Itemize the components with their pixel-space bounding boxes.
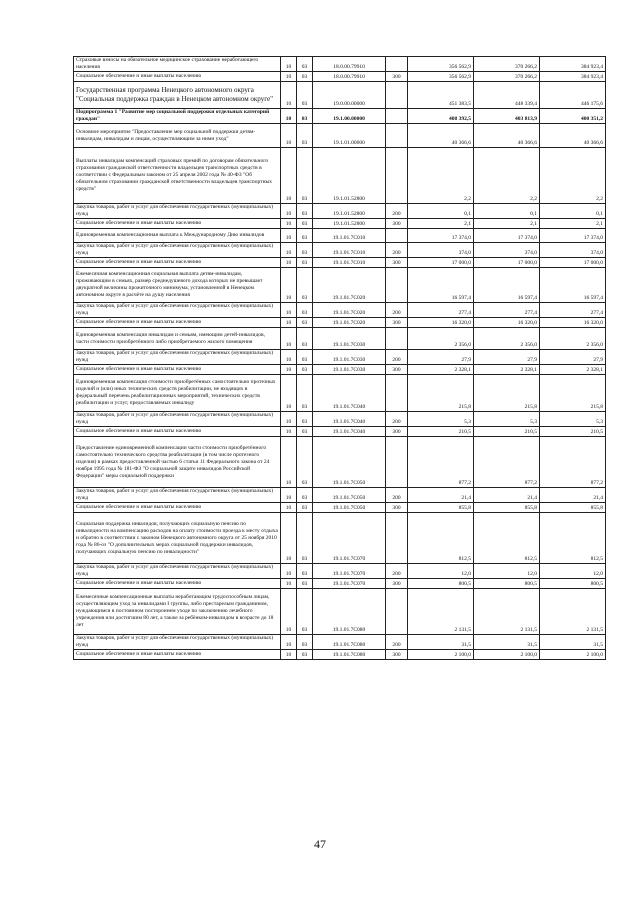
row-target-article: 19.1.01.7C070 bbox=[313, 564, 386, 579]
row-section: 10 bbox=[281, 124, 297, 148]
row-name: Социальное обеспечение и иные выплаты населению bbox=[74, 650, 281, 660]
row-amount-year2: 215,8 bbox=[474, 375, 540, 412]
row-subsection: 03 bbox=[297, 124, 313, 148]
row-subsection: 03 bbox=[297, 204, 313, 219]
row-expense-type: 200 bbox=[386, 635, 408, 650]
row-expense-type bbox=[386, 375, 408, 412]
row-target-article: 19.1.01.52800 bbox=[313, 204, 386, 219]
row-section: 10 bbox=[281, 635, 297, 650]
row-amount-year3: 2 356,0 bbox=[540, 328, 606, 350]
row-subsection: 03 bbox=[297, 219, 313, 229]
row-name: Социальное обеспечение и иные выплаты населению bbox=[74, 318, 281, 328]
row-amount-year2: 27,9 bbox=[474, 350, 540, 365]
row-name: Единовременная компенсация стоимости приобретённых самостоятельно протезных изделий и (или) иных технических средств реабилитации, не входящих в федеральный перечень реабилитационных мероприятий, технических средств реабилитации и услуг, предоставляемых инвалиду bbox=[74, 375, 281, 412]
row-amount-year2: 12,0 bbox=[474, 564, 540, 579]
row-amount-year1: 16 597,4 bbox=[408, 268, 474, 303]
row-section: 10 bbox=[281, 375, 297, 412]
row-expense-type: 200 bbox=[386, 564, 408, 579]
row-target-article: 19.1.01.7C040 bbox=[313, 375, 386, 412]
table-row bbox=[74, 258, 606, 268]
row-amount-year3: 2 328,1 bbox=[540, 365, 606, 375]
row-target-article: 18.0.00.79910 bbox=[313, 72, 386, 82]
row-target-article: 19.1.01.7C040 bbox=[313, 427, 386, 437]
row-amount-year2: 855,8 bbox=[474, 503, 540, 513]
row-amount-year1: 12,0 bbox=[408, 564, 474, 579]
row-subsection: 03 bbox=[297, 243, 313, 258]
row-amount-year3: 17 374,0 bbox=[540, 229, 606, 243]
row-subsection: 03 bbox=[297, 589, 313, 635]
table-row bbox=[74, 427, 606, 437]
table-row bbox=[74, 229, 606, 243]
row-section: 10 bbox=[281, 503, 297, 513]
row-amount-year1: 374,0 bbox=[408, 243, 474, 258]
budget-table-body bbox=[74, 57, 606, 660]
page-number: 47 bbox=[314, 837, 326, 851]
row-amount-year2: 40 366,6 bbox=[474, 124, 540, 148]
row-amount-year2: 800,5 bbox=[474, 579, 540, 589]
row-subsection: 03 bbox=[297, 109, 313, 124]
row-name: Социальное обеспечение и иные выплаты населению bbox=[74, 365, 281, 375]
row-section: 10 bbox=[281, 328, 297, 350]
row-section: 10 bbox=[281, 564, 297, 579]
row-subsection: 03 bbox=[297, 412, 313, 427]
row-subsection: 03 bbox=[297, 148, 313, 204]
row-amount-year1: 31,5 bbox=[408, 635, 474, 650]
row-amount-year1: 877,2 bbox=[408, 437, 474, 488]
row-section: 10 bbox=[281, 72, 297, 82]
row-target-article: 19.1.01.00000 bbox=[313, 124, 386, 148]
table-row bbox=[74, 503, 606, 513]
row-name: Социальное обеспечение и иные выплаты населению bbox=[74, 579, 281, 589]
row-subsection: 03 bbox=[297, 82, 313, 109]
row-amount-year2: 403 813,9 bbox=[474, 109, 540, 124]
row-amount-year1: 356 562,9 bbox=[408, 72, 474, 82]
row-amount-year2: 210,5 bbox=[474, 427, 540, 437]
row-section: 10 bbox=[281, 427, 297, 437]
row-amount-year1: 451 383,5 bbox=[408, 82, 474, 109]
row-subsection: 03 bbox=[297, 57, 313, 72]
row-amount-year3: 215,8 bbox=[540, 375, 606, 412]
table-row bbox=[74, 564, 606, 579]
row-expense-type: 300 bbox=[386, 318, 408, 328]
row-amount-year1: 2,1 bbox=[408, 219, 474, 229]
table-row bbox=[74, 219, 606, 229]
table-row bbox=[74, 437, 606, 488]
row-subsection: 03 bbox=[297, 365, 313, 375]
table-row bbox=[74, 124, 606, 148]
row-amount-year1: 215,8 bbox=[408, 375, 474, 412]
row-target-article: 19.1.01.7C070 bbox=[313, 579, 386, 589]
row-amount-year3: 2 100,0 bbox=[540, 650, 606, 660]
row-name: Единовременная компенсационная выплата к Международному Дню инвалидов bbox=[74, 229, 281, 243]
row-name: Закупка товаров, работ и услуг для обеспечения государственных (муниципальных) нужд bbox=[74, 412, 281, 427]
table-row bbox=[74, 303, 606, 318]
row-name: Социальное обеспечение и иные выплаты населению bbox=[74, 72, 281, 82]
row-amount-year3: 27,9 bbox=[540, 350, 606, 365]
row-section: 10 bbox=[281, 589, 297, 635]
row-section: 10 bbox=[281, 82, 297, 109]
row-amount-year3: 446 175,6 bbox=[540, 82, 606, 109]
row-name: Закупка товаров, работ и услуг для обеспечения государственных (муниципальных) нужд bbox=[74, 488, 281, 503]
row-amount-year1: 16 320,0 bbox=[408, 318, 474, 328]
row-target-article: 19.1.01.7C030 bbox=[313, 328, 386, 350]
table-row bbox=[74, 650, 606, 660]
row-target-article: 19.1.01.7C030 bbox=[313, 365, 386, 375]
row-amount-year2: 16 597,4 bbox=[474, 268, 540, 303]
row-amount-year2: 21,4 bbox=[474, 488, 540, 503]
row-amount-year2: 877,2 bbox=[474, 437, 540, 488]
row-subsection: 03 bbox=[297, 650, 313, 660]
row-amount-year2: 2 100,0 bbox=[474, 650, 540, 660]
budget-table-sheet bbox=[73, 56, 605, 660]
row-section: 10 bbox=[281, 57, 297, 72]
row-section: 10 bbox=[281, 579, 297, 589]
row-target-article: 19.1.01.7C080 bbox=[313, 589, 386, 635]
table-row bbox=[74, 268, 606, 303]
row-amount-year2: 5,3 bbox=[474, 412, 540, 427]
row-amount-year3: 800,5 bbox=[540, 579, 606, 589]
row-target-article: 19.1.01.7C020 bbox=[313, 318, 386, 328]
table-row bbox=[74, 579, 606, 589]
row-subsection: 03 bbox=[297, 579, 313, 589]
table-row bbox=[74, 412, 606, 427]
row-subsection: 03 bbox=[297, 635, 313, 650]
row-subsection: 03 bbox=[297, 437, 313, 488]
row-amount-year3: 31,5 bbox=[540, 635, 606, 650]
row-subsection: 03 bbox=[297, 375, 313, 412]
table-row bbox=[74, 318, 606, 328]
row-amount-year3: 2 131,5 bbox=[540, 589, 606, 635]
table-row bbox=[74, 72, 606, 82]
row-name: Социальное обеспечение и иные выплаты населению bbox=[74, 427, 281, 437]
row-expense-type bbox=[386, 229, 408, 243]
row-name: Страховые взносы на обязательное медицинское страхование неработающего населения bbox=[74, 57, 281, 72]
row-target-article: 18.0.00.79910 bbox=[313, 57, 386, 72]
table-row bbox=[74, 328, 606, 350]
table-row bbox=[74, 109, 606, 124]
row-section: 10 bbox=[281, 268, 297, 303]
row-expense-type: 300 bbox=[386, 650, 408, 660]
row-amount-year3: 384 923,4 bbox=[540, 72, 606, 82]
row-target-article: 19.1.01.7C050 bbox=[313, 488, 386, 503]
row-amount-year2: 17 000,0 bbox=[474, 258, 540, 268]
row-amount-year2: 448 339,4 bbox=[474, 82, 540, 109]
row-target-article: 19.1.01.7C030 bbox=[313, 350, 386, 365]
row-target-article: 19.1.01.7C010 bbox=[313, 258, 386, 268]
row-name: Основное мероприятие "Предоставление мер социальной поддержки детям-инвалидам, инвалидам и лицам, осуществляющим за ними уход" bbox=[74, 124, 281, 148]
row-name: Закупка товаров, работ и услуг для обеспечения государственных (муниципальных) нужд bbox=[74, 204, 281, 219]
row-amount-year2: 31,5 bbox=[474, 635, 540, 650]
row-amount-year3: 12,0 bbox=[540, 564, 606, 579]
row-amount-year3: 16 597,4 bbox=[540, 268, 606, 303]
row-amount-year2: 370 266,2 bbox=[474, 72, 540, 82]
row-amount-year1: 356 562,9 bbox=[408, 57, 474, 72]
row-target-article: 19.1.01.7C040 bbox=[313, 412, 386, 427]
row-subsection: 03 bbox=[297, 303, 313, 318]
row-amount-year1: 27,9 bbox=[408, 350, 474, 365]
row-expense-type: 200 bbox=[386, 303, 408, 318]
table-row bbox=[74, 635, 606, 650]
row-amount-year3: 2,1 bbox=[540, 219, 606, 229]
row-amount-year1: 2 100,0 bbox=[408, 650, 474, 660]
row-amount-year3: 5,3 bbox=[540, 412, 606, 427]
row-expense-type bbox=[386, 268, 408, 303]
row-name: Подпрограмма 1 "Развитие мер социальной поддержки отдельных категорий граждан" bbox=[74, 109, 281, 124]
row-subsection: 03 bbox=[297, 328, 313, 350]
row-expense-type: 200 bbox=[386, 412, 408, 427]
row-expense-type: 200 bbox=[386, 243, 408, 258]
row-target-article: 19.1.00.00000 bbox=[313, 109, 386, 124]
row-section: 10 bbox=[281, 258, 297, 268]
row-amount-year3: 400 351,2 bbox=[540, 109, 606, 124]
row-section: 10 bbox=[281, 365, 297, 375]
row-amount-year1: 2 131,5 bbox=[408, 589, 474, 635]
row-amount-year1: 5,3 bbox=[408, 412, 474, 427]
row-amount-year1: 17 374,0 bbox=[408, 229, 474, 243]
row-section: 10 bbox=[281, 219, 297, 229]
row-subsection: 03 bbox=[297, 564, 313, 579]
row-amount-year1: 800,5 bbox=[408, 579, 474, 589]
row-amount-year3: 17 000,0 bbox=[540, 258, 606, 268]
row-section: 10 bbox=[281, 148, 297, 204]
row-amount-year2: 374,0 bbox=[474, 243, 540, 258]
row-name: Закупка товаров, работ и услуг для обеспечения государственных (муниципальных) нужд bbox=[74, 635, 281, 650]
row-section: 10 bbox=[281, 318, 297, 328]
row-amount-year1: 408 392,5 bbox=[408, 109, 474, 124]
row-section: 10 bbox=[281, 229, 297, 243]
row-expense-type bbox=[386, 109, 408, 124]
row-expense-type bbox=[386, 437, 408, 488]
budget-table bbox=[73, 56, 606, 660]
row-name: Закупка товаров, работ и услуг для обеспечения государственных (муниципальных) нужд bbox=[74, 243, 281, 258]
table-row bbox=[74, 375, 606, 412]
row-name: Социальное обеспечение и иные выплаты населению bbox=[74, 258, 281, 268]
row-name: Закупка товаров, работ и услуг для обеспечения государственных (муниципальных) нужд bbox=[74, 350, 281, 365]
row-amount-year2: 2 131,5 bbox=[474, 589, 540, 635]
row-amount-year2: 2,2 bbox=[474, 148, 540, 204]
row-section: 10 bbox=[281, 350, 297, 365]
row-amount-year2: 812,5 bbox=[474, 513, 540, 564]
row-amount-year1: 21,4 bbox=[408, 488, 474, 503]
row-amount-year2: 2,1 bbox=[474, 219, 540, 229]
row-amount-year3: 374,0 bbox=[540, 243, 606, 258]
table-row bbox=[74, 243, 606, 258]
row-target-article: 19.1.01.7C050 bbox=[313, 437, 386, 488]
row-expense-type: 300 bbox=[386, 427, 408, 437]
row-name: Единовременная компенсация инвалидам и семьям, имеющим детей-инвалидов, части стоимости приобретённого либо приобретаемого жилого помещения bbox=[74, 328, 281, 350]
row-expense-type bbox=[386, 82, 408, 109]
row-amount-year3: 877,2 bbox=[540, 437, 606, 488]
table-row bbox=[74, 589, 606, 635]
row-name: Выплаты инвалидам компенсаций страховых премий по договорам обязательного страхования гражданской ответственности владельцев транспортных средств в соответствии с Федеральным законом от 25 апреля 2002 года № 40-ФЗ "Об обязательном страховании гражданской ответственности владельцев транспортных средств" bbox=[74, 148, 281, 204]
row-expense-type: 300 bbox=[386, 72, 408, 82]
row-section: 10 bbox=[281, 303, 297, 318]
row-amount-year2: 277,4 bbox=[474, 303, 540, 318]
row-expense-type: 300 bbox=[386, 503, 408, 513]
row-amount-year2: 2 328,1 bbox=[474, 365, 540, 375]
row-amount-year1: 0,1 bbox=[408, 204, 474, 219]
row-expense-type: 300 bbox=[386, 219, 408, 229]
row-target-article: 19.1.01.7C080 bbox=[313, 650, 386, 660]
row-amount-year2: 16 320,0 bbox=[474, 318, 540, 328]
row-amount-year3: 277,4 bbox=[540, 303, 606, 318]
row-subsection: 03 bbox=[297, 488, 313, 503]
table-row bbox=[74, 82, 606, 109]
table-row bbox=[74, 204, 606, 219]
row-expense-type: 200 bbox=[386, 204, 408, 219]
table-row bbox=[74, 488, 606, 503]
table-row bbox=[74, 365, 606, 375]
row-expense-type bbox=[386, 589, 408, 635]
row-amount-year2: 2 356,0 bbox=[474, 328, 540, 350]
row-section: 10 bbox=[281, 650, 297, 660]
row-amount-year3: 855,8 bbox=[540, 503, 606, 513]
row-amount-year3: 210,5 bbox=[540, 427, 606, 437]
row-expense-type: 300 bbox=[386, 579, 408, 589]
row-target-article: 19.1.01.7C080 bbox=[313, 635, 386, 650]
row-name: Ежемесячные компенсационные выплаты неработающим трудоспособным лицам, осуществляющим уход за инвалидами I группы, либо престарелым гражданином, нуждающимся в постоянном постороннем уходе по заключению лечебного учреждения или достигшим 80 лет, а также за ребёнком-инвалидом в возрасте до 18 лет bbox=[74, 589, 281, 635]
row-expense-type bbox=[386, 124, 408, 148]
row-target-article: 19.1.01.7C050 bbox=[313, 503, 386, 513]
row-amount-year1: 855,8 bbox=[408, 503, 474, 513]
row-section: 10 bbox=[281, 437, 297, 488]
row-name: Социальное обеспечение и иные выплаты населению bbox=[74, 503, 281, 513]
row-expense-type bbox=[386, 57, 408, 72]
row-amount-year1: 40 366,6 bbox=[408, 124, 474, 148]
row-target-article: 19.1.01.7C020 bbox=[313, 268, 386, 303]
row-section: 10 bbox=[281, 412, 297, 427]
row-section: 10 bbox=[281, 243, 297, 258]
row-target-article: 19.0.00.00000 bbox=[313, 82, 386, 109]
row-subsection: 03 bbox=[297, 503, 313, 513]
row-amount-year3: 21,4 bbox=[540, 488, 606, 503]
row-subsection: 03 bbox=[297, 258, 313, 268]
row-amount-year1: 812,5 bbox=[408, 513, 474, 564]
row-expense-type bbox=[386, 148, 408, 204]
row-target-article: 19.1.01.7C070 bbox=[313, 513, 386, 564]
row-amount-year2: 370 266,2 bbox=[474, 57, 540, 72]
row-expense-type bbox=[386, 513, 408, 564]
row-target-article: 19.1.01.7C020 bbox=[313, 303, 386, 318]
row-amount-year3: 384 923,4 bbox=[540, 57, 606, 72]
row-subsection: 03 bbox=[297, 72, 313, 82]
row-expense-type: 200 bbox=[386, 350, 408, 365]
row-target-article: 19.1.01.7C010 bbox=[313, 243, 386, 258]
row-expense-type: 300 bbox=[386, 258, 408, 268]
row-section: 10 bbox=[281, 109, 297, 124]
row-expense-type: 200 bbox=[386, 488, 408, 503]
row-name: Предоставление единовременной компенсации части стоимости приобретённого самостоятельно технического средства реабилитации (в том числе протезного изделия) в рамках предоставленной частью 6 статьи 11 Федерального закона от 24 ноября 1995 года № 181-ФЗ "О социальной защите инвалидов Российской Федерации" меры социальной поддержки bbox=[74, 437, 281, 488]
row-amount-year2: 0,1 bbox=[474, 204, 540, 219]
table-row bbox=[74, 513, 606, 564]
row-name: Закупка товаров, работ и услуг для обеспечения государственных (муниципальных) нужд bbox=[74, 564, 281, 579]
row-section: 10 bbox=[281, 513, 297, 564]
row-expense-type: 300 bbox=[386, 365, 408, 375]
row-target-article: 19.1.01.7C010 bbox=[313, 229, 386, 243]
row-amount-year1: 2 356,0 bbox=[408, 328, 474, 350]
row-name: Социальное обеспечение и иные выплаты населению bbox=[74, 219, 281, 229]
row-target-article: 19.1.01.52800 bbox=[313, 148, 386, 204]
row-amount-year3: 16 320,0 bbox=[540, 318, 606, 328]
row-name: Государственная программа Ненецкого автономного округа "Социальная поддержка граждан в Ненецком автономном округе" bbox=[74, 82, 281, 109]
row-amount-year1: 2,2 bbox=[408, 148, 474, 204]
row-amount-year3: 0,1 bbox=[540, 204, 606, 219]
row-amount-year3: 812,5 bbox=[540, 513, 606, 564]
row-amount-year1: 17 000,0 bbox=[408, 258, 474, 268]
row-amount-year1: 277,4 bbox=[408, 303, 474, 318]
table-row bbox=[74, 148, 606, 204]
row-name: Закупка товаров, работ и услуг для обеспечения государственных (муниципальных) нужд bbox=[74, 303, 281, 318]
row-section: 10 bbox=[281, 204, 297, 219]
row-subsection: 03 bbox=[297, 350, 313, 365]
row-subsection: 03 bbox=[297, 268, 313, 303]
table-row bbox=[74, 350, 606, 365]
row-target-article: 19.1.01.52800 bbox=[313, 219, 386, 229]
row-subsection: 03 bbox=[297, 229, 313, 243]
row-name: Ежемесячная компенсационная социальная выплата детям-инвалидам, проживающим в семьях, размер среднедушевого дохода которых не превышает двукратной величины прожиточного минимума, установленной в Ненецком автономном округе в расчёте на душу населения bbox=[74, 268, 281, 303]
row-name: Социальная поддержка инвалидов, получающих социальную пенсию по инвалидности на компенсацию расходов на оплату стоимости проезда к месту отдыха и обратно в соответствии с законом Ненецкого автономного округа от 25 ноября 2010 года № 86-оз "О дополнительных мерах социальной поддержки инвалидов, получающих социальную пенсию по инвалидности" bbox=[74, 513, 281, 564]
row-amount-year3: 40 366,6 bbox=[540, 124, 606, 148]
row-amount-year2: 17 374,0 bbox=[474, 229, 540, 243]
row-subsection: 03 bbox=[297, 318, 313, 328]
row-subsection: 03 bbox=[297, 513, 313, 564]
row-subsection: 03 bbox=[297, 427, 313, 437]
row-section: 10 bbox=[281, 488, 297, 503]
row-amount-year1: 2 328,1 bbox=[408, 365, 474, 375]
row-amount-year3: 2,2 bbox=[540, 148, 606, 204]
row-expense-type bbox=[386, 328, 408, 350]
table-row bbox=[74, 57, 606, 72]
row-amount-year1: 210,5 bbox=[408, 427, 474, 437]
